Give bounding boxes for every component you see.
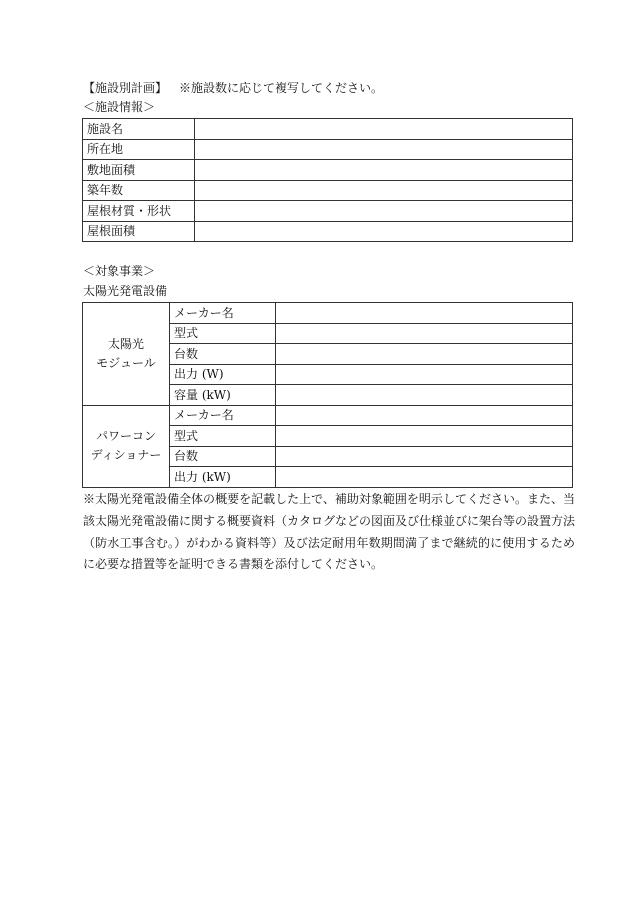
facility-table bbox=[82, 118, 573, 242]
value-cell[interactable] bbox=[195, 221, 573, 242]
value-cell[interactable] bbox=[276, 426, 573, 447]
row-label: 施設名 bbox=[83, 119, 195, 140]
solar-equipment-table bbox=[82, 302, 573, 488]
row-label: 台数 bbox=[170, 344, 276, 365]
value-cell[interactable] bbox=[195, 201, 573, 222]
plan-title-line bbox=[83, 81, 383, 95]
value-cell[interactable] bbox=[195, 119, 573, 140]
value-cell[interactable] bbox=[276, 385, 573, 406]
table-row bbox=[83, 139, 573, 160]
row-label: 型式 bbox=[170, 323, 276, 344]
table-row bbox=[83, 201, 573, 222]
row-label: 出力 (kW) bbox=[170, 467, 276, 488]
value-cell[interactable] bbox=[276, 344, 573, 365]
table-row bbox=[83, 119, 573, 140]
inverter-group-label: パワーコン ディショナー bbox=[83, 405, 170, 487]
value-cell[interactable] bbox=[276, 446, 573, 467]
module-group-label: 太陽光 モジュール bbox=[83, 303, 170, 406]
table-row bbox=[83, 180, 573, 201]
table-row bbox=[83, 221, 573, 242]
row-label: 容量 (kW) bbox=[170, 385, 276, 406]
value-cell[interactable] bbox=[195, 139, 573, 160]
row-label: 台数 bbox=[170, 446, 276, 467]
row-label: 所在地 bbox=[83, 139, 195, 160]
plan-title: 【施設別計画】 bbox=[83, 81, 168, 95]
value-cell[interactable] bbox=[195, 180, 573, 201]
row-label: 屋根材質・形状 bbox=[83, 201, 195, 222]
solar-subheading: 太陽光発電設備 bbox=[83, 284, 168, 298]
row-label: 出力 (W) bbox=[170, 364, 276, 385]
row-label: 築年数 bbox=[83, 180, 195, 201]
value-cell[interactable] bbox=[276, 323, 573, 344]
value-cell[interactable] bbox=[276, 467, 573, 488]
table-row bbox=[83, 160, 573, 181]
value-cell[interactable] bbox=[276, 303, 573, 324]
row-label: メーカー名 bbox=[170, 303, 276, 324]
attachment-footnote: ※太陽光発電設備全体の概要を記載した上で、補助対象範囲を明示してください。また、当該太陽光発電設備に関する概要資料（カタログなどの図面及び仕様並びに架台等の設置方法（防水工事含む。）がわかる資料等）及び法定耐用年数期間満了まで継続的に使用するために必要な措置等を証明できる書類を添付してください。 bbox=[83, 492, 576, 572]
row-label: 敷地面積 bbox=[83, 160, 195, 181]
table-row bbox=[83, 405, 573, 426]
row-label: 型式 bbox=[170, 426, 276, 447]
value-cell[interactable] bbox=[276, 405, 573, 426]
row-label: メーカー名 bbox=[170, 405, 276, 426]
value-cell[interactable] bbox=[276, 364, 573, 385]
project-heading: ＜対象事業＞ bbox=[83, 264, 156, 278]
table-row bbox=[83, 303, 573, 324]
row-label: 屋根面積 bbox=[83, 221, 195, 242]
facility-heading: ＜施設情報＞ bbox=[83, 100, 156, 114]
value-cell[interactable] bbox=[195, 160, 573, 181]
copy-note: ※施設数に応じて複写してください。 bbox=[179, 81, 384, 95]
